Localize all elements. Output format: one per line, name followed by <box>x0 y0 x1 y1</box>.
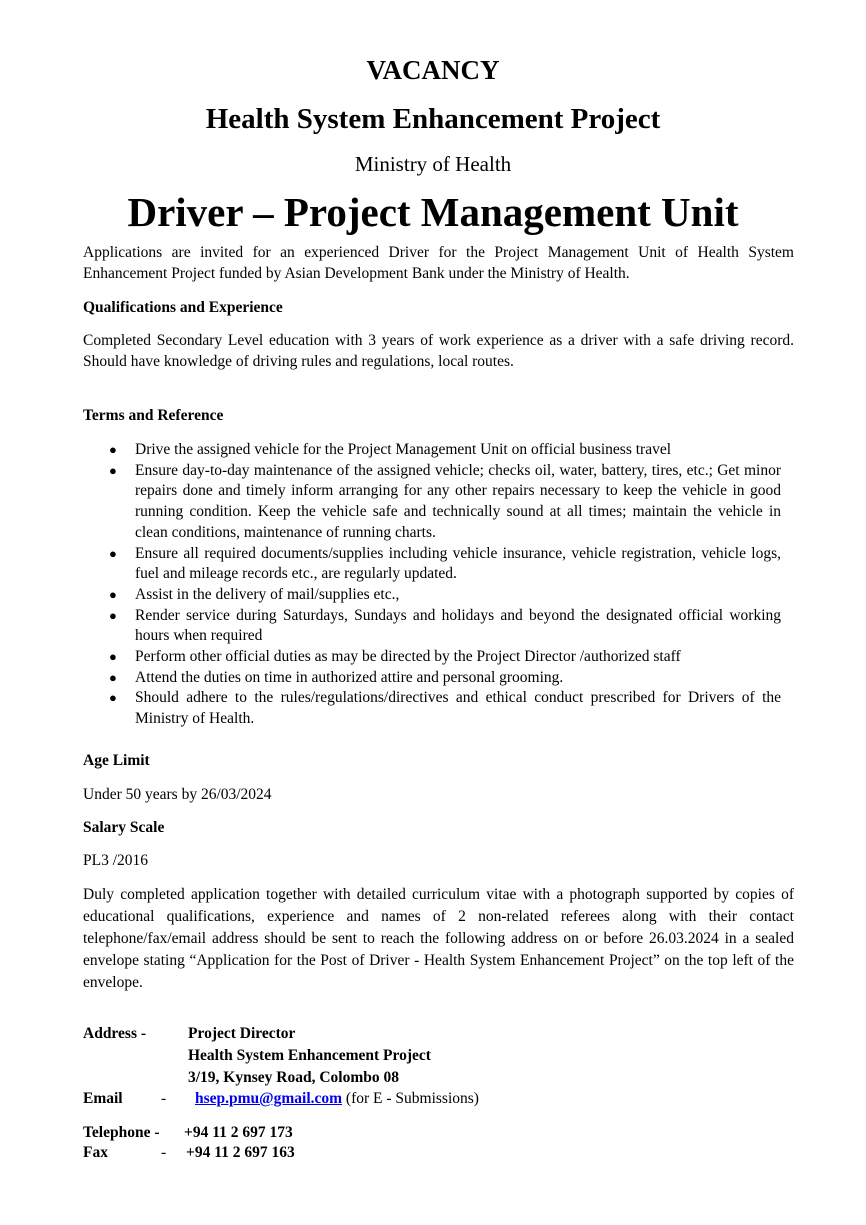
position-title: Driver – Project Management Unit <box>127 189 739 235</box>
bullet-icon: ● <box>109 586 117 602</box>
terms-heading: Terms and Reference <box>83 407 224 424</box>
list-item: ● Perform other official duties as may be directed by the Project Director /authorized staff <box>83 647 781 668</box>
email-separator: - <box>161 1090 167 1107</box>
bullet-icon: ● <box>109 690 117 706</box>
age-text: Under 50 years by 26/03/2024 <box>83 786 272 803</box>
age-heading: Age Limit <box>83 752 150 769</box>
list-item: ● Ensure day-to-day maintenance of the assigned vehicle; checks oil, water, battery, tires, etc.; Get minor repairs done and timely inform arranging for any other repairs necessary to keep the vehicle in good running condition. Keep the vehicle safe and technically sound at all times; maintain the vehicle in clean conditions, maintenance of running charts. <box>109 461 781 541</box>
fax-value: +94 11 2 697 163 <box>186 1144 295 1161</box>
address-line: Health System Enhancement Project <box>188 1047 431 1064</box>
terms-list <box>83 440 781 730</box>
telephone-value: +94 11 2 697 173 <box>184 1124 293 1141</box>
email-label: Email <box>83 1090 123 1107</box>
application-paragraph: Duly completed application together with detailed curriculum vitae with a photograph supported by copies of educational qualifications, experience and names of 2 non-related referees along with their contact telephone/fax/email address should be sent to reach the following address on or before 26.03.2024 in a sealed envelope stating “Application for the Post of Driver - Health System Enhancement Project” on the top left of the envelope. <box>83 886 794 991</box>
project-title: Health System Enhancement Project <box>205 103 661 135</box>
bullet-icon: ● <box>109 669 117 685</box>
qualifications-heading: Qualifications and Experience <box>83 299 283 316</box>
list-item: ● Drive the assigned vehicle for the Project Management Unit on official business travel <box>83 440 781 461</box>
bullet-icon: ● <box>109 442 117 457</box>
bullet-icon: ● <box>109 607 117 623</box>
telephone-label: Telephone - <box>83 1124 160 1141</box>
list-item: ● Render service during Saturdays, Sundays and holidays and beyond the designated official working hours when required <box>109 606 781 645</box>
fax-separator: - <box>161 1144 167 1161</box>
list-item: ● Assist in the delivery of mail/supplies etc., <box>83 585 781 606</box>
bullet-icon: ● <box>109 649 117 665</box>
list-item: ● Ensure all required documents/supplies including vehicle insurance, vehicle registration, vehicle logs, fuel and mileage records etc., are regularly updated. <box>109 544 781 583</box>
salary-text: PL3 /2016 <box>83 852 149 869</box>
fax-label: Fax <box>83 1144 108 1161</box>
list-item: ● Should adhere to the rules/regulations/directives and ethical conduct prescribed for Drivers of the Ministry of Health. <box>109 689 781 728</box>
qualifications-text: Completed Secondary Level education with 3 years of work experience as a driver with a safe driving record. Should have knowledge of driving rules and regulations, local routes. <box>83 332 794 370</box>
intro-paragraph: Applications are invited for an experienced Driver for the Project Management Unit of Health System Enhancement Project funded by Asian Development Bank under the Ministry of Health. <box>83 244 794 282</box>
list-item: ● Attend the duties on time in authorized attire and personal grooming. <box>83 668 781 689</box>
bullet-icon: ● <box>109 462 117 478</box>
bullet-icon: ● <box>109 545 117 561</box>
address-line: Project Director <box>188 1025 296 1042</box>
email-line <box>195 1089 479 1110</box>
ministry-title: Ministry of Health <box>354 152 512 176</box>
salary-heading: Salary Scale <box>83 819 165 836</box>
vacancy-title: VACANCY <box>366 55 500 85</box>
address-line: 3/19, Kynsey Road, Colombo 08 <box>188 1069 399 1086</box>
email-note: (for E - Submissions) <box>345 1090 479 1107</box>
email-link[interactable]: hsep.pmu@gmail.com <box>195 1090 343 1107</box>
address-label: Address - <box>83 1025 147 1042</box>
